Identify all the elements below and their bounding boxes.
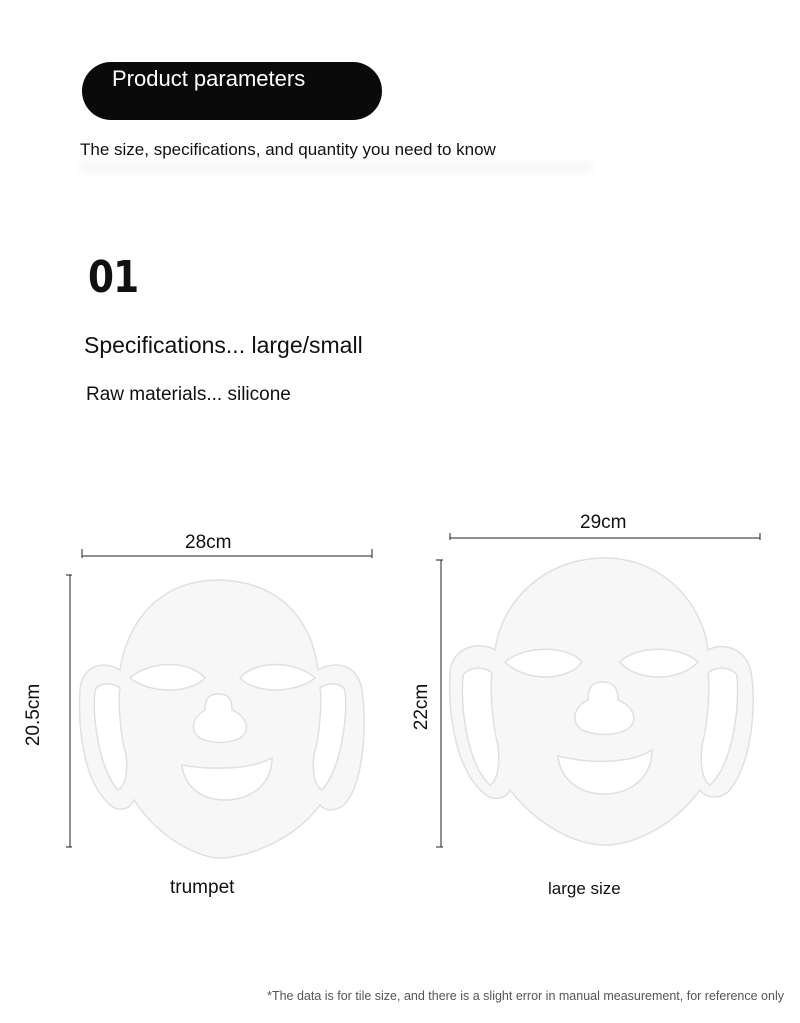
small-height-label: 20.5cm xyxy=(23,683,44,747)
raw-materials-text: Raw materials... silicone xyxy=(86,384,291,405)
small-height-dimension xyxy=(66,575,72,847)
small-mask xyxy=(80,580,365,858)
large-height-dimension xyxy=(436,560,443,847)
large-mask xyxy=(450,558,754,845)
footer-note: *The data is for tile size, and there is a slight error in manual measurement, for reference only xyxy=(267,989,784,1003)
large-mask-name: large size xyxy=(548,879,621,898)
section-subtitle: The size, specifications, and quantity you need to know xyxy=(80,140,496,159)
large-height-label: 22cm xyxy=(411,683,432,731)
small-width-label: 28cm xyxy=(185,532,232,553)
specifications-text: Specifications... large/small xyxy=(84,332,363,358)
large-width-dimension xyxy=(450,533,760,540)
section-number: 01 xyxy=(88,252,139,303)
small-mask-name: trumpet xyxy=(170,877,235,898)
large-width-label: 29cm xyxy=(580,512,627,533)
pill-label: Product parameters xyxy=(112,66,306,91)
